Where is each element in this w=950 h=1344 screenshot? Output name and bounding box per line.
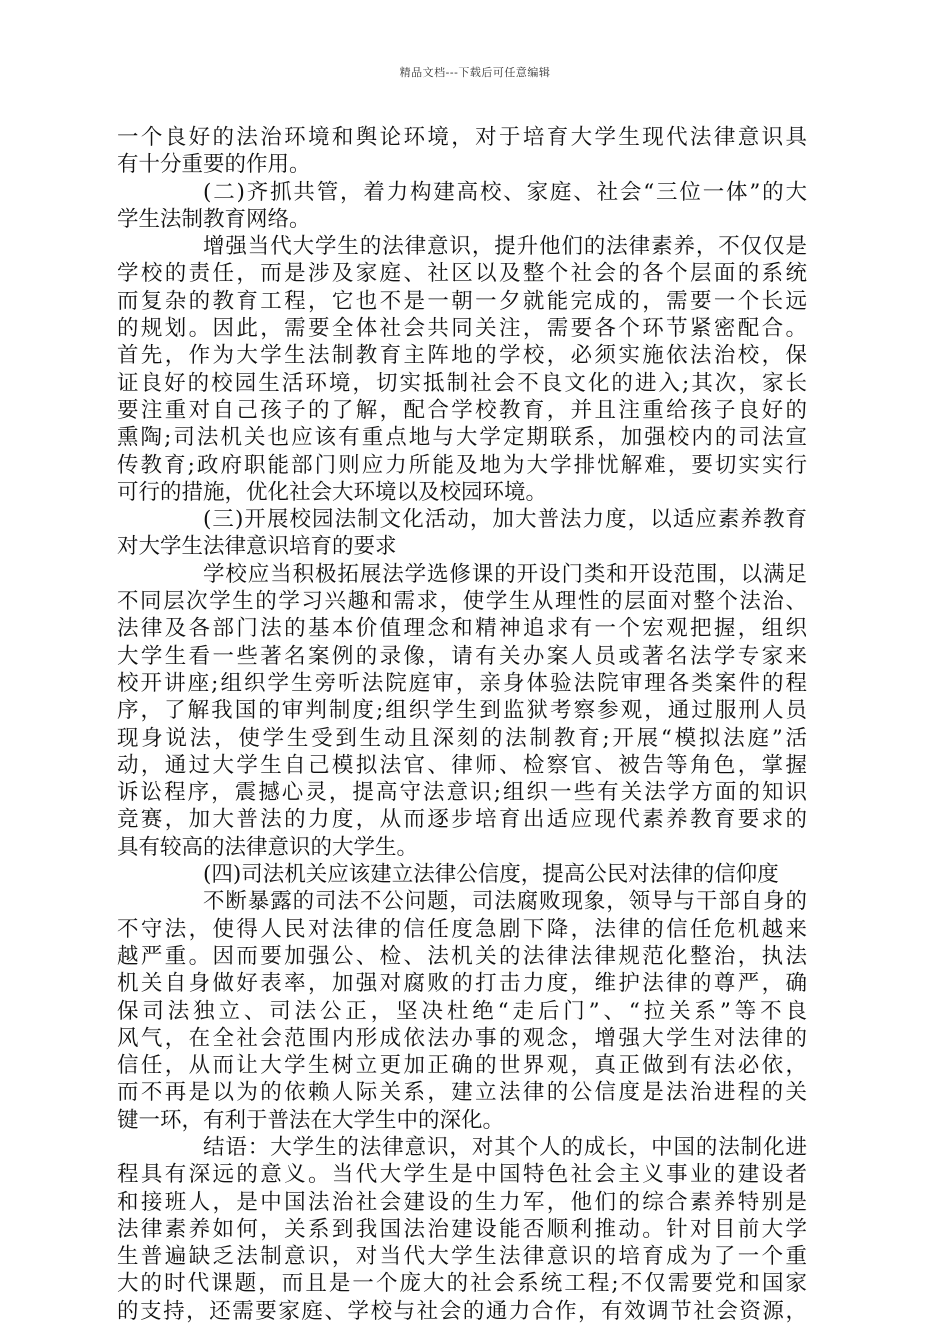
text-line: 的规划。因此，需要全体社会共同关注，需要各个环节紧密配合。 <box>117 316 807 342</box>
text-line: 诉讼程序，震撼心灵，提高守法意识;组织一些有关法学方面的知识 <box>117 780 807 806</box>
page-header: 精品文档---下载后可任意编辑 <box>399 66 551 79</box>
text-line: 法律素养如何，关系到我国法治建设能否顺利推动。针对目前大学 <box>117 1216 807 1242</box>
text-line: 不守法，使得人民对法律的信任度急剧下降，法律的信任危机越来 <box>117 916 807 942</box>
text-line: 校开讲座;组织学生旁听法院庭审，亲身体验法院审理各类案件的程 <box>117 670 807 696</box>
text-line: 信任，从而让大学生树立更加正确的世界观，真正做到有法必依， <box>117 1053 807 1079</box>
text-line: 而复杂的教育工程，它也不是一朝一夕就能完成的，需要一个长远 <box>117 288 807 314</box>
text-line: 和接班人，是中国法治社会建设的生力军，他们的综合素养特别是 <box>117 1189 807 1215</box>
text-line: 有十分重要的作用。 <box>117 152 311 178</box>
text-line: 机关自身做好表率，加强对腐败的打击力度，维护法律的尊严，确 <box>117 971 807 997</box>
text-line: 现身说法，使学生受到生动且深刻的法制教育;开展“模拟法庭”活 <box>117 725 807 751</box>
text-line: 的支持，还需要家庭、学校与社会的通力合作，有效调节社会资源， <box>117 1298 807 1324</box>
text-line: 大的时代课题，而且是一个庞大的社会系统工程;不仅需要党和国家 <box>117 1271 807 1297</box>
text-line: 动，通过大学生自己模拟法官、律师、检察官、被告等角色，掌握 <box>117 752 807 778</box>
text-line: 具有较高的法律意识的大学生。 <box>117 834 419 860</box>
text-line: 学校应当积极拓展法学选修课的开设门类和开设范围，以满足 <box>203 561 807 587</box>
text-line: 结语：大学生的法律意识，对其个人的成长，中国的法制化进 <box>203 1134 807 1160</box>
text-line: 增强当代大学生的法律意识，提升他们的法律素养，不仅仅是 <box>203 234 807 260</box>
text-line: 生普遍缺乏法制意识，对当代大学生法律意识的培育成为了一个重 <box>117 1244 807 1270</box>
document-body <box>117 124 807 1325</box>
text-line: 一个良好的法治环境和舆论环境，对于培育大学生现代法律意识具 <box>117 125 807 150</box>
text-line: 传教育;政府职能部门则应力所能及地为大学排忧解难，要切实实行 <box>117 452 807 478</box>
text-line: 序，了解我国的审判制度;组织学生到监狱考察参观，通过服刑人员 <box>117 698 807 724</box>
text-line: 熏陶;司法机关也应该有重点地与大学定期联系，加强校内的司法宣 <box>117 425 807 451</box>
text-line: 学生法制教育网络。 <box>117 206 311 232</box>
text-line: 不断暴露的司法不公问题，司法腐败现象，领导与干部自身的 <box>203 889 807 915</box>
text-line: 可行的措施，优化社会大环境以及校园环境。 <box>117 479 548 505</box>
text-line: (四)司法机关应该建立法律公信度，提高公民对法律的信仰度 <box>203 862 779 888</box>
text-line: 证良好的校园生活环境，切实抵制社会不良文化的进入;其次，家长 <box>117 370 807 396</box>
text-line: 学校的责任，而是涉及家庭、社区以及整个社会的各个层面的系统 <box>117 261 807 287</box>
text-line: 不同层次学生的学习兴趣和需求，使学生从理性的层面对整个法治、 <box>117 589 807 615</box>
text-line: 对大学生法律意识培育的要求 <box>117 534 397 560</box>
text-line: (二)齐抓共管，着力构建高校、家庭、社会“三位一体”的大 <box>203 179 807 205</box>
text-line: 保司法独立、司法公正，坚决杜绝“走后门”、“拉关系”等不良 <box>117 998 807 1024</box>
text-line: 首先，作为大学生法制教育主阵地的学校，必须实施依法治校，保 <box>117 343 807 369</box>
text-line: 键一环，有利于普法在大学生中的深化。 <box>117 1107 505 1133</box>
text-line: 而不再是以为的依赖人际关系，建立法律的公信度是法治进程的关 <box>117 1080 807 1106</box>
text-line: (三)开展校园法制文化活动，加大普法力度，以适应素养教育 <box>203 507 807 533</box>
text-line: 大学生看一些著名案例的录像，请有关办案人员或著名法学专家来 <box>117 643 807 669</box>
text-line: 要注重对自己孩子的了解，配合学校教育，并且注重给孩子良好的 <box>117 397 807 423</box>
text-line: 法律及各部门法的基本价值理念和精神追求有一个宏观把握，组织 <box>117 616 807 642</box>
text-line: 程具有深远的意义。当代大学生是中国特色社会主义事业的建设者 <box>117 1162 807 1188</box>
text-line: 风气，在全社会范围内形成依法办事的观念，增强大学生对法律的 <box>117 1025 807 1051</box>
text-line: 竞赛，加大普法的力度，从而逐步培育出适应现代素养教育要求的 <box>117 807 807 833</box>
text-line: 越严重。因而要加强公、检、法机关的法律法律规范化整治，执法 <box>117 943 807 969</box>
